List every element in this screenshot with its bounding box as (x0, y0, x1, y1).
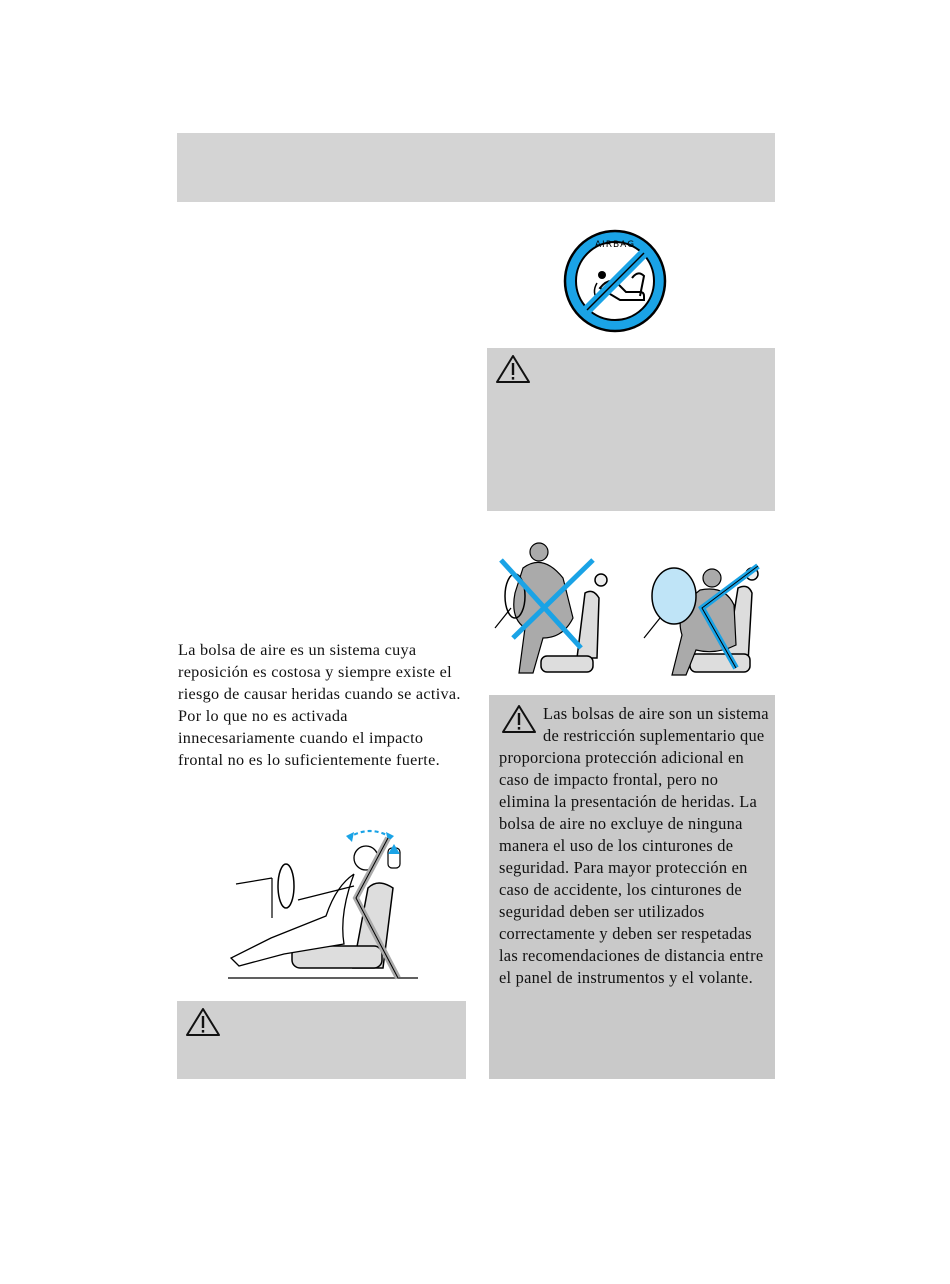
warning-box-bottom (177, 1001, 466, 1079)
warning-triangle-icon (495, 354, 531, 384)
warning-triangle-icon (185, 1007, 221, 1037)
warning-triangle-icon (501, 704, 537, 734)
warning-box-airbag-info (489, 695, 775, 1079)
warning-text-container (499, 703, 771, 989)
warning-box-top (487, 348, 775, 511)
correct-seating-illustration (640, 558, 770, 678)
airbag-logo-text: AIRBAG (594, 240, 636, 250)
header-bar (177, 133, 775, 202)
driver-seat-adjustment-illustration (228, 818, 423, 986)
warning-text: Las bolsas de aire son un sistema de restricción suplementario que proporciona protección adicional en caso de impacto frontal, pero no elimina la presentación de heridas. La bolsa de aire no excluye de ninguna manera el uso de los cinturones de seguridad. Para mayor protección en caso de accidente, los cinturones de seguridad deben ser utilizados correctamente y deben ser respetadas las recomendaciones de distancia entre el panel de instrumentos y el volante. (499, 704, 769, 987)
body-paragraph: La bolsa de aire es un sistema cuya reposición es costosa y siempre existe el riesgo de causar heridas cuando se activa. Por lo que no es activada innecesariamente cuando el impacto frontal no es lo suficientemente fuerte. (178, 641, 461, 769)
airbag-warning-logo-icon (562, 228, 668, 334)
incorrect-seating-illustration (493, 538, 623, 678)
